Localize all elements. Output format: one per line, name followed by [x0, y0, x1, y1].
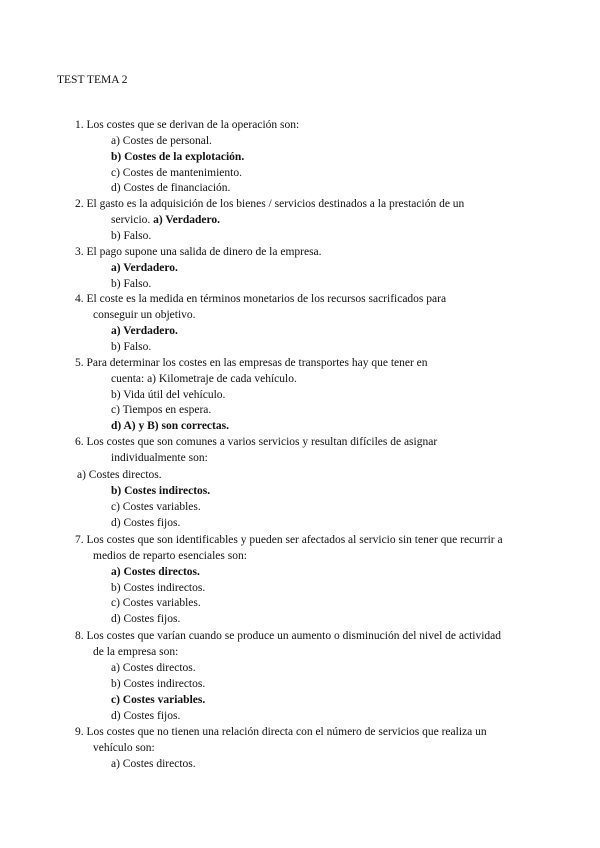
question-1-option-b-correct: b) Costes de la explotación. — [111, 151, 245, 163]
question-8-stem-continued: de la empresa son: — [93, 646, 179, 658]
question-5-option-d-correct: d) A) y B) son correctas. — [111, 420, 229, 432]
question-3-stem: 3. El pago supone una salida de dinero de la empresa. — [75, 246, 322, 258]
question-8-option-a: a) Costes directos. — [111, 662, 196, 674]
question-2-stem: 2. El gasto es la adquisición de los bienes / servicios destinados a la prestación de un — [75, 198, 465, 210]
question-4-option-a-correct: a) Verdadero. — [111, 325, 178, 337]
question-7-option-d: d) Costes fijos. — [111, 613, 181, 625]
question-1-option-d: d) Costes de financiación. — [111, 182, 231, 194]
question-6-option-a: a) Costes directos. — [77, 469, 162, 481]
question-8-option-d: d) Costes fijos. — [111, 710, 181, 722]
question-1-option-a: a) Costes de personal. — [111, 135, 212, 147]
question-1-option-c: c) Costes de mantenimiento. — [111, 167, 242, 179]
question-5-option-b: b) Vida útil del vehículo. — [111, 389, 226, 401]
question-8-option-c-correct: c) Costes variables. — [111, 694, 206, 706]
question-7-option-b: b) Costes indirectos. — [111, 582, 206, 594]
question-1-stem: 1. Los costes que se derivan de la operación son: — [75, 119, 300, 131]
question-5-option-c: c) Tiempos en espera. — [111, 404, 212, 416]
question-7-option-c: c) Costes variables. — [111, 597, 201, 609]
question-8-option-b: b) Costes indirectos. — [111, 678, 206, 690]
question-7-option-a-correct: a) Costes directos. — [111, 566, 200, 578]
question-7-stem: 7. Los costes que son identificables y pueden ser afectados al servicio sin tener que recurrir a — [75, 534, 503, 546]
question-6-stem: 6. Los costes que son comunes a varios servicios y resultan difíciles de asignar — [75, 436, 438, 448]
question-3-option-b: b) Falso. — [111, 278, 152, 290]
question-5-stem-continued: cuenta: a) Kilometraje de cada vehículo. — [111, 373, 297, 385]
question-6-option-b-correct: b) Costes indirectos. — [111, 485, 211, 497]
question-6-stem-continued: individualmente son: — [111, 452, 208, 464]
question-2-stem-continued — [111, 213, 220, 227]
question-2-option-a-correct: a) Verdadero. — [153, 214, 221, 226]
question-4-stem: 4. El coste es la medida en términos monetarios de los recursos sacrificados para — [75, 293, 447, 305]
page-title: TEST TEMA 2 — [57, 74, 128, 86]
question-9-option-a: a) Costes directos. — [111, 758, 196, 770]
question-2-option-b: b) Falso. — [111, 230, 152, 242]
question-5-stem: 5. Para determinar los costes en las empresas de transportes hay que tener en — [75, 357, 428, 369]
question-6-option-d: d) Costes fijos. — [111, 517, 181, 529]
question-2-stem-end: servicio. — [111, 214, 151, 226]
question-8-stem: 8. Los costes que varían cuando se produce un aumento o disminución del nivel de actividad — [75, 630, 502, 642]
question-4-stem-continued: conseguir un objetivo. — [93, 309, 196, 321]
question-6-option-c: c) Costes variables. — [111, 501, 201, 513]
question-7-stem-continued: medios de reparto esenciales son: — [93, 550, 247, 562]
question-4-option-b: b) Falso. — [111, 341, 152, 353]
question-9-stem-continued: vehículo son: — [93, 742, 155, 754]
question-9-stem: 9. Los costes que no tienen una relación directa con el número de servicios que realiza un — [75, 726, 487, 738]
question-3-option-a-correct: a) Verdadero. — [111, 262, 178, 274]
